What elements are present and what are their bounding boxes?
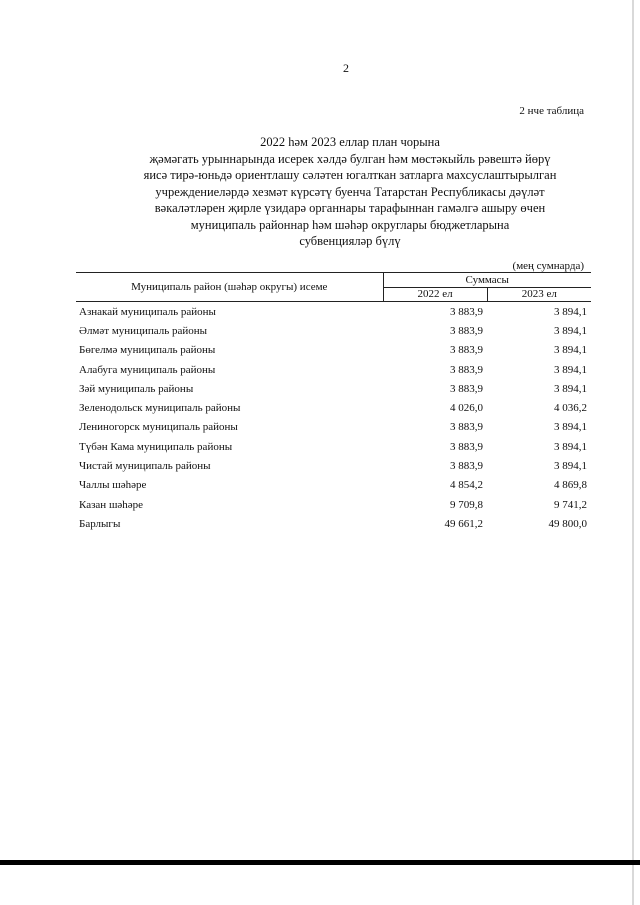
row-value-2022: 3 883,9 [450,460,483,473]
table-row [76,360,591,379]
table-row [76,398,591,417]
table-row [76,379,591,398]
header-year-2023: 2023 ел [487,287,591,302]
row-value-2022: 4 854,2 [450,479,483,492]
table-row [76,456,591,475]
row-value-2023: 3 894,1 [554,382,587,395]
row-value-2022: 3 883,9 [450,305,483,318]
row-value-2022: 3 883,9 [450,324,483,337]
units-note: (мең сумнарда) [512,260,584,272]
table-row-total [76,514,591,533]
table-row [76,302,591,322]
row-name: Чистай муниципаль районы [79,460,211,473]
title-line: вәкаләтләрен җирле үзидарә органнары тарафыннан гамәлгә ашыру өчен [154,201,546,215]
row-value-2023: 3 894,1 [554,421,587,434]
table-header-row [76,273,591,288]
title-line: 2022 һәм 2023 еллар план чорына [260,135,440,149]
row-value-2022: 9 709,8 [450,498,483,511]
table-row [76,321,591,340]
row-value-2022: 3 883,9 [450,382,483,395]
title-line: учреждениеләрдә хезмәт күрсәтү буенча Татарстан Республикасы дәүләт [155,184,545,199]
row-name: Казан шәһәре [79,498,144,511]
scan-bottom-border [0,860,640,865]
table-row [76,341,591,360]
row-name: Барлыгы [79,517,121,530]
row-name: Чаллы шәһәре [79,479,147,492]
row-value-2022: 3 883,9 [450,344,483,357]
row-name: Зеленодольск муниципаль районы [79,402,241,415]
row-value-2022: 4 026,0 [450,402,483,415]
row-value-2023: 3 894,1 [554,440,587,453]
row-value-2023: 3 894,1 [554,344,587,357]
row-value-2022: 3 883,9 [450,440,483,453]
table-row [76,495,591,514]
table-row [76,418,591,437]
row-value-2023: 9 741,2 [554,498,587,511]
row-value-2022: 3 883,9 [450,421,483,434]
row-value-2023: 3 894,1 [554,363,587,376]
header-name: Муниципаль район (шәһәр округы) исеме [76,273,383,302]
row-value-2023: 3 894,1 [554,305,587,318]
row-name: Азнакай муниципаль районы [79,305,216,318]
table-row [76,437,591,456]
title-line: субвенцияләр бүлү [299,234,401,248]
title-line: җәмәгать урыннарында исерек хәлдә булган һәм мөстәкыйль рәвештә йөрү [149,151,551,166]
row-name: Лениногорск муниципаль районы [79,421,238,434]
row-name: Бөгелмә муниципаль районы [79,344,216,357]
table-row [76,476,591,495]
row-name: Әлмәт муниципаль районы [79,324,208,337]
title-line: муниципаль районнар һәм шәһәр округлары бюджетларына [190,217,510,232]
row-value-2023: 3 894,1 [554,460,587,473]
row-value-2023: 3 894,1 [554,324,587,337]
page-edge-line [632,0,634,905]
row-name: Алабуга муниципаль районы [79,363,216,376]
table-label: 2 нче таблица [519,105,584,117]
header-sum: Суммасы [383,273,591,288]
subvention-table [76,272,591,534]
row-name: Зәй муниципаль районы [79,382,194,395]
row-value-2023: 49 800,0 [548,517,587,530]
row-value-2023: 4 869,8 [554,479,587,492]
row-value-2022: 49 661,2 [444,517,483,530]
header-year-2022: 2022 ел [383,287,487,302]
document-title [110,134,590,250]
title-line: яисә тирә-юньдә ориентлашу сәләтен югалткан затларга махсуслаштырылган [143,168,557,182]
row-value-2023: 4 036,2 [554,402,587,415]
page-number: 2 [343,61,349,75]
row-name: Түбән Кама муниципаль районы [79,440,233,453]
row-value-2022: 3 883,9 [450,363,483,376]
